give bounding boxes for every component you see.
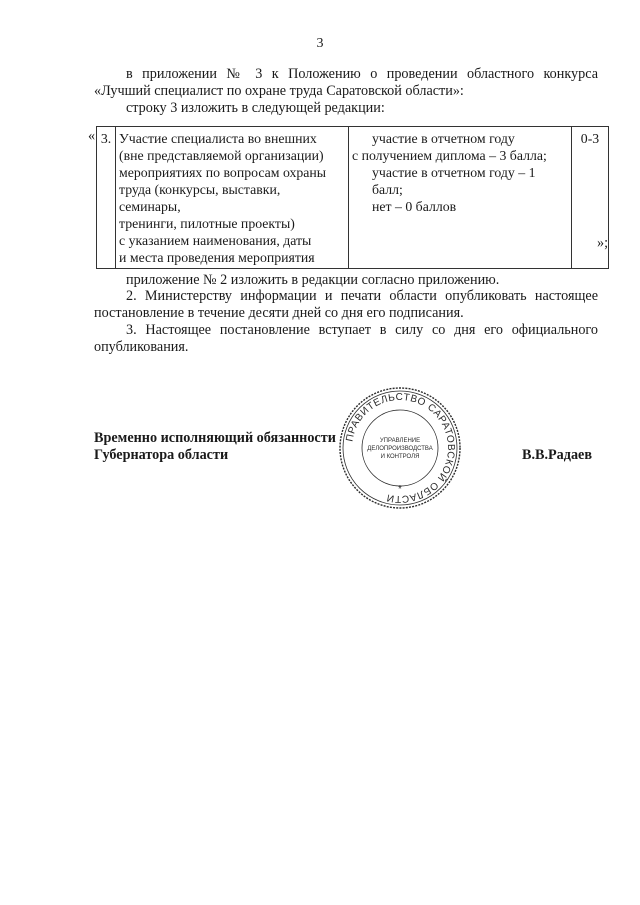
criteria-line: с получением диплома – 3 балла; xyxy=(352,148,547,163)
row-description xyxy=(116,127,349,269)
description-line: с указанием наименования, даты xyxy=(119,233,312,248)
description-line: (вне представляемой организации) xyxy=(119,148,324,163)
item-2-paragraph: 2. Министерству информации и печати области опубликовать настоящее постановление в течение десяти дней со дня его подписания. xyxy=(94,288,598,321)
criteria-line: нет – 0 баллов xyxy=(372,199,457,214)
signatory-title xyxy=(94,430,336,464)
stamp-center-line: ДЕЛОПРОИЗВОДСТВА xyxy=(367,446,433,452)
item-3-paragraph: 3. Настоящее постановление вступает в силу со дня его официального опубликования. xyxy=(94,322,598,355)
row-number: 3. xyxy=(97,127,116,269)
signatory-title-line: Временно исполняющий обязанности xyxy=(94,430,336,446)
signatory-name: В.В.Радаев xyxy=(522,447,593,463)
signatory-title-line: Губернатора области xyxy=(94,447,229,463)
quote-close: »; xyxy=(597,235,609,251)
stamp-center-line: УПРАВЛЕНИЕ xyxy=(379,438,421,444)
row-criteria xyxy=(349,127,572,269)
description-line: Участие специалиста во внешних xyxy=(119,131,317,146)
stamp-center-line: И КОНТРОЛЯ xyxy=(380,454,420,460)
table-row xyxy=(97,127,609,269)
page-number: 3 xyxy=(316,36,324,51)
appendix-paragraph: приложение № 2 изложить в редакции согласно приложению. xyxy=(126,272,500,288)
row-score: 0-3 xyxy=(572,127,609,269)
row-instruction: строку 3 изложить в следующей редакции: xyxy=(126,100,385,116)
stamp-ring-text: ПРАВИТЕЛЬСТВО САРАТОВСКОЙ ОБЛАСТИ xyxy=(344,391,457,505)
description-line: тренинги, пилотные проекты) xyxy=(119,216,295,231)
criteria-line: участие в отчетном году – 1 балл; xyxy=(372,165,536,197)
stamp-star-icon: * xyxy=(398,484,402,495)
quote-open: « xyxy=(88,128,96,144)
description-line: труда (конкурсы, выставки, семинары, xyxy=(119,182,281,214)
criteria-table xyxy=(96,126,609,269)
description-line: и места проведения мероприятия xyxy=(119,250,315,265)
intro-paragraph: в приложении № 3 к Положению о проведении областного конкурса «Лучший специалист по охране труда Саратовской области»: xyxy=(94,66,598,99)
official-stamp xyxy=(338,386,462,510)
criteria-line: участие в отчетном году xyxy=(372,131,515,146)
description-line: мероприятиях по вопросам охраны xyxy=(119,165,327,180)
